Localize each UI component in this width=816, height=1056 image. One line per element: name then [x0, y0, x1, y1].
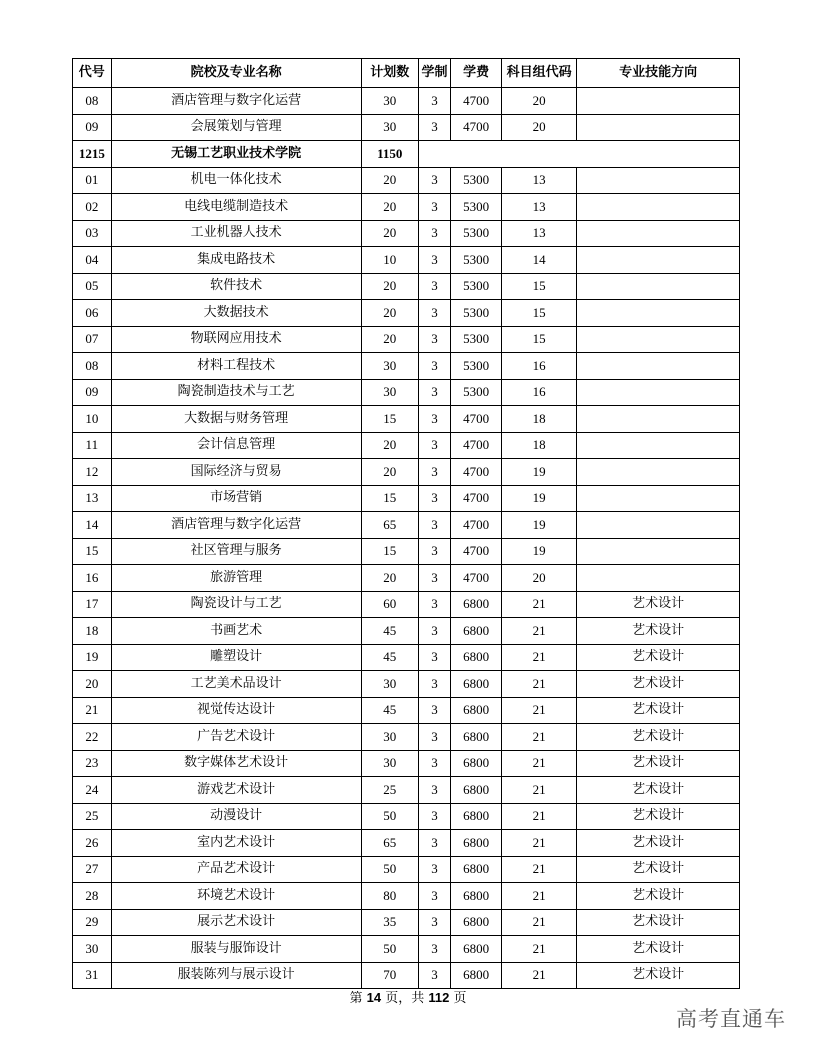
row-code: 24: [73, 777, 112, 804]
row-code: 08: [73, 88, 112, 115]
row-skill-direction: [577, 406, 740, 433]
footer-prefix: 第: [349, 991, 363, 1006]
row-major-name: 服装陈列与展示设计: [111, 962, 361, 989]
row-code: 02: [73, 194, 112, 221]
row-major-name: 机电一体化技术: [111, 167, 361, 194]
row-years: 3: [418, 300, 451, 327]
row-plan: 45: [361, 697, 418, 724]
row-major-name: 市场营销: [111, 485, 361, 512]
row-group-code: 21: [502, 962, 577, 989]
row-skill-direction: 艺术设计: [577, 777, 740, 804]
row-skill-direction: [577, 273, 740, 300]
row-plan: 30: [361, 114, 418, 141]
row-plan: 20: [361, 273, 418, 300]
row-fee: 4700: [451, 485, 502, 512]
footer-page-number: 14: [366, 990, 382, 1005]
row-years: 3: [418, 671, 451, 698]
row-plan: 20: [361, 459, 418, 486]
row-years: 3: [418, 697, 451, 724]
row-group-code: 15: [502, 273, 577, 300]
row-code: 03: [73, 220, 112, 247]
row-group-code: 21: [502, 591, 577, 618]
table-row: [73, 724, 740, 751]
row-code: 30: [73, 936, 112, 963]
table-row: [73, 459, 740, 486]
row-group-code: 19: [502, 512, 577, 539]
row-years: 3: [418, 803, 451, 830]
row-skill-direction: [577, 565, 740, 592]
row-code: 09: [73, 379, 112, 406]
row-group-code: 21: [502, 883, 577, 910]
row-years: 3: [418, 830, 451, 857]
row-group-code: 16: [502, 379, 577, 406]
row-skill-direction: 艺术设计: [577, 936, 740, 963]
row-fee: 6800: [451, 697, 502, 724]
row-code: 22: [73, 724, 112, 751]
row-fee: 4700: [451, 406, 502, 433]
row-years: 3: [418, 909, 451, 936]
row-major-name: 产品艺术设计: [111, 856, 361, 883]
table-row: [73, 883, 740, 910]
row-fee: 6800: [451, 644, 502, 671]
row-major-name: 电线电缆制造技术: [111, 194, 361, 221]
watermark-text: 高考直通车: [676, 1007, 786, 1031]
row-skill-direction: 艺术设计: [577, 830, 740, 857]
row-plan: 30: [361, 353, 418, 380]
row-plan: 65: [361, 512, 418, 539]
row-plan: 15: [361, 538, 418, 565]
row-code: 11: [73, 432, 112, 459]
row-code: 17: [73, 591, 112, 618]
row-skill-direction: [577, 512, 740, 539]
row-code: 16: [73, 565, 112, 592]
row-code: 13: [73, 485, 112, 512]
row-years: 3: [418, 406, 451, 433]
row-major-name: 国际经济与贸易: [111, 459, 361, 486]
row-plan: 30: [361, 724, 418, 751]
row-group-code: 21: [502, 777, 577, 804]
row-years: 3: [418, 962, 451, 989]
row-code: 09: [73, 114, 112, 141]
row-plan: 30: [361, 671, 418, 698]
header-fee: 学费: [451, 59, 502, 88]
row-years: 3: [418, 618, 451, 645]
table-row: [73, 856, 740, 883]
row-skill-direction: [577, 459, 740, 486]
row-group-code: 21: [502, 909, 577, 936]
row-group-code: 19: [502, 485, 577, 512]
row-years: 3: [418, 565, 451, 592]
row-years: 3: [418, 273, 451, 300]
row-group-code: 21: [502, 697, 577, 724]
row-group-code: 16: [502, 353, 577, 380]
row-fee: 6800: [451, 750, 502, 777]
row-fee: 6800: [451, 777, 502, 804]
row-years: 3: [418, 247, 451, 274]
row-years: 3: [418, 167, 451, 194]
row-years: 3: [418, 353, 451, 380]
row-major-name: 会计信息管理: [111, 432, 361, 459]
header-name: 院校及专业名称: [111, 59, 361, 88]
row-years: 3: [418, 591, 451, 618]
table-row: [73, 697, 740, 724]
table-row: [73, 432, 740, 459]
table-row: [73, 644, 740, 671]
row-fee: 5300: [451, 167, 502, 194]
row-plan: 20: [361, 432, 418, 459]
row-fee: 6800: [451, 724, 502, 751]
row-major-name: 数字媒体艺术设计: [111, 750, 361, 777]
row-skill-direction: [577, 485, 740, 512]
row-fee: 4700: [451, 512, 502, 539]
row-fee: 5300: [451, 247, 502, 274]
row-fee: 5300: [451, 273, 502, 300]
row-plan: 60: [361, 591, 418, 618]
row-group-code: 21: [502, 830, 577, 857]
row-major-name: 集成电路技术: [111, 247, 361, 274]
row-years: 3: [418, 220, 451, 247]
row-years: 3: [418, 485, 451, 512]
row-group-code: 15: [502, 300, 577, 327]
table-row: [73, 830, 740, 857]
table-row: [73, 803, 740, 830]
row-plan: 20: [361, 326, 418, 353]
table-row: [73, 247, 740, 274]
row-years: 3: [418, 724, 451, 751]
row-skill-direction: [577, 88, 740, 115]
row-major-name: 工业机器人技术: [111, 220, 361, 247]
row-skill-direction: [577, 379, 740, 406]
row-major-name: 雕塑设计: [111, 644, 361, 671]
row-major-name: 陶瓷制造技术与工艺: [111, 379, 361, 406]
row-fee: 6800: [451, 856, 502, 883]
row-skill-direction: [577, 247, 740, 274]
row-group-code: 20: [502, 565, 577, 592]
row-skill-direction: 艺术设计: [577, 591, 740, 618]
footer-total-pages: 112: [428, 990, 450, 1005]
row-plan: 50: [361, 856, 418, 883]
row-code: 25: [73, 803, 112, 830]
table-row: [73, 300, 740, 327]
enrollment-plan-table: [72, 58, 740, 989]
row-major-name: 广告艺术设计: [111, 724, 361, 751]
header-code: 代号: [73, 59, 112, 88]
row-skill-direction: [577, 114, 740, 141]
row-skill-direction: 艺术设计: [577, 883, 740, 910]
row-years: 3: [418, 750, 451, 777]
table-row: [73, 220, 740, 247]
row-code: 29: [73, 909, 112, 936]
table-row: [73, 353, 740, 380]
table-row: [73, 167, 740, 194]
row-plan: 10: [361, 247, 418, 274]
row-group-code: 15: [502, 326, 577, 353]
row-years: 3: [418, 644, 451, 671]
footer-middle: 页，共: [385, 991, 425, 1006]
row-group-code: 18: [502, 432, 577, 459]
row-skill-direction: [577, 353, 740, 380]
row-plan: 20: [361, 565, 418, 592]
row-group-code: 19: [502, 538, 577, 565]
row-major-name: 社区管理与服务: [111, 538, 361, 565]
row-years: 3: [418, 883, 451, 910]
row-skill-direction: [577, 326, 740, 353]
row-major-name: 材料工程技术: [111, 353, 361, 380]
school-code: 1215: [73, 141, 112, 168]
row-major-name: 室内艺术设计: [111, 830, 361, 857]
row-fee: 5300: [451, 300, 502, 327]
table-row: [73, 114, 740, 141]
row-major-name: 环境艺术设计: [111, 883, 361, 910]
row-plan: 45: [361, 644, 418, 671]
row-skill-direction: 艺术设计: [577, 750, 740, 777]
table-row: [73, 618, 740, 645]
row-plan: 30: [361, 379, 418, 406]
row-major-name: 游戏艺术设计: [111, 777, 361, 804]
school-plan: 1150: [361, 141, 418, 168]
header-group: 科目组代码: [502, 59, 577, 88]
row-fee: 4700: [451, 538, 502, 565]
row-group-code: 21: [502, 644, 577, 671]
row-group-code: 21: [502, 750, 577, 777]
row-plan: 20: [361, 220, 418, 247]
table-row: [73, 565, 740, 592]
row-group-code: 13: [502, 167, 577, 194]
row-skill-direction: [577, 300, 740, 327]
row-years: 3: [418, 856, 451, 883]
row-major-name: 展示艺术设计: [111, 909, 361, 936]
table-row: [73, 962, 740, 989]
row-code: 04: [73, 247, 112, 274]
row-fee: 6800: [451, 671, 502, 698]
row-fee: 6800: [451, 909, 502, 936]
row-code: 19: [73, 644, 112, 671]
row-plan: 35: [361, 909, 418, 936]
table-row: [73, 671, 740, 698]
row-fee: 4700: [451, 114, 502, 141]
row-years: 3: [418, 379, 451, 406]
row-plan: 25: [361, 777, 418, 804]
row-years: 3: [418, 432, 451, 459]
row-fee: 5300: [451, 220, 502, 247]
row-fee: 4700: [451, 432, 502, 459]
row-major-name: 酒店管理与数字化运营: [111, 512, 361, 539]
table-row: [73, 750, 740, 777]
school-name: 无锡工艺职业技术学院: [111, 141, 361, 168]
table-row: [73, 194, 740, 221]
row-code: 31: [73, 962, 112, 989]
row-major-name: 动漫设计: [111, 803, 361, 830]
table-row: [73, 273, 740, 300]
row-years: 3: [418, 88, 451, 115]
table-row: [73, 379, 740, 406]
header-years: 学制: [418, 59, 451, 88]
row-plan: 30: [361, 88, 418, 115]
row-fee: 4700: [451, 88, 502, 115]
row-code: 12: [73, 459, 112, 486]
row-fee: 6800: [451, 962, 502, 989]
row-skill-direction: 艺术设计: [577, 962, 740, 989]
row-major-name: 大数据与财务管理: [111, 406, 361, 433]
row-skill-direction: 艺术设计: [577, 856, 740, 883]
footer-suffix: 页: [453, 991, 467, 1006]
row-group-code: 21: [502, 724, 577, 751]
row-plan: 30: [361, 750, 418, 777]
row-group-code: 21: [502, 671, 577, 698]
row-plan: 15: [361, 485, 418, 512]
row-code: 10: [73, 406, 112, 433]
row-plan: 15: [361, 406, 418, 433]
table-row: [73, 326, 740, 353]
row-code: 01: [73, 167, 112, 194]
row-code: 18: [73, 618, 112, 645]
header-direction: 专业技能方向: [577, 59, 740, 88]
row-major-name: 书画艺术: [111, 618, 361, 645]
row-group-code: 20: [502, 114, 577, 141]
row-group-code: 21: [502, 936, 577, 963]
row-skill-direction: 艺术设计: [577, 697, 740, 724]
row-fee: 6800: [451, 803, 502, 830]
row-major-name: 软件技术: [111, 273, 361, 300]
row-skill-direction: [577, 194, 740, 221]
row-code: 23: [73, 750, 112, 777]
row-code: 07: [73, 326, 112, 353]
row-major-name: 工艺美术品设计: [111, 671, 361, 698]
row-skill-direction: 艺术设计: [577, 618, 740, 645]
row-group-code: 18: [502, 406, 577, 433]
row-code: 14: [73, 512, 112, 539]
row-years: 3: [418, 194, 451, 221]
table-row: [73, 406, 740, 433]
row-group-code: 19: [502, 459, 577, 486]
row-group-code: 21: [502, 803, 577, 830]
row-code: 21: [73, 697, 112, 724]
rows-previous-school: [73, 88, 740, 141]
row-major-name: 陶瓷设计与工艺: [111, 591, 361, 618]
row-years: 3: [418, 512, 451, 539]
row-major-name: 旅游管理: [111, 565, 361, 592]
table-row: [73, 909, 740, 936]
row-group-code: 21: [502, 856, 577, 883]
row-skill-direction: [577, 432, 740, 459]
header-plan: 计划数: [361, 59, 418, 88]
row-code: 08: [73, 353, 112, 380]
school-row-blank: [418, 141, 739, 168]
row-code: 26: [73, 830, 112, 857]
row-major-name: 大数据技术: [111, 300, 361, 327]
row-years: 3: [418, 459, 451, 486]
row-group-code: 14: [502, 247, 577, 274]
table-row: [73, 538, 740, 565]
row-fee: 4700: [451, 565, 502, 592]
row-fee: 6800: [451, 591, 502, 618]
row-major-name: 酒店管理与数字化运营: [111, 88, 361, 115]
row-fee: 6800: [451, 883, 502, 910]
school-row: [73, 141, 740, 168]
row-skill-direction: 艺术设计: [577, 644, 740, 671]
row-skill-direction: [577, 167, 740, 194]
table-header-row: [73, 59, 740, 88]
row-code: 27: [73, 856, 112, 883]
row-skill-direction: [577, 538, 740, 565]
row-fee: 6800: [451, 936, 502, 963]
table-row: [73, 88, 740, 115]
row-major-name: 视觉传达设计: [111, 697, 361, 724]
row-major-name: 服装与服饰设计: [111, 936, 361, 963]
row-fee: 6800: [451, 618, 502, 645]
row-group-code: 20: [502, 88, 577, 115]
row-skill-direction: [577, 220, 740, 247]
row-years: 3: [418, 777, 451, 804]
row-plan: 20: [361, 300, 418, 327]
row-code: 05: [73, 273, 112, 300]
row-code: 15: [73, 538, 112, 565]
row-fee: 5300: [451, 326, 502, 353]
row-code: 06: [73, 300, 112, 327]
row-group-code: 13: [502, 220, 577, 247]
row-years: 3: [418, 326, 451, 353]
row-fee: 5300: [451, 379, 502, 406]
row-plan: 20: [361, 167, 418, 194]
row-years: 3: [418, 538, 451, 565]
row-skill-direction: 艺术设计: [577, 671, 740, 698]
table-row: [73, 936, 740, 963]
row-code: 28: [73, 883, 112, 910]
row-fee: 5300: [451, 194, 502, 221]
table-row: [73, 485, 740, 512]
row-group-code: 21: [502, 618, 577, 645]
row-major-name: 会展策划与管理: [111, 114, 361, 141]
row-plan: 50: [361, 936, 418, 963]
row-fee: 4700: [451, 459, 502, 486]
row-group-code: 13: [502, 194, 577, 221]
table-row: [73, 591, 740, 618]
rows-school-majors: [73, 167, 740, 989]
row-skill-direction: 艺术设计: [577, 803, 740, 830]
row-major-name: 物联网应用技术: [111, 326, 361, 353]
row-plan: 45: [361, 618, 418, 645]
row-plan: 20: [361, 194, 418, 221]
row-plan: 80: [361, 883, 418, 910]
table-row: [73, 777, 740, 804]
school-section: [73, 141, 740, 168]
row-plan: 70: [361, 962, 418, 989]
row-skill-direction: 艺术设计: [577, 909, 740, 936]
row-years: 3: [418, 114, 451, 141]
row-plan: 65: [361, 830, 418, 857]
row-plan: 50: [361, 803, 418, 830]
row-code: 20: [73, 671, 112, 698]
table-row: [73, 512, 740, 539]
row-skill-direction: 艺术设计: [577, 724, 740, 751]
row-fee: 6800: [451, 830, 502, 857]
row-years: 3: [418, 936, 451, 963]
row-fee: 5300: [451, 353, 502, 380]
